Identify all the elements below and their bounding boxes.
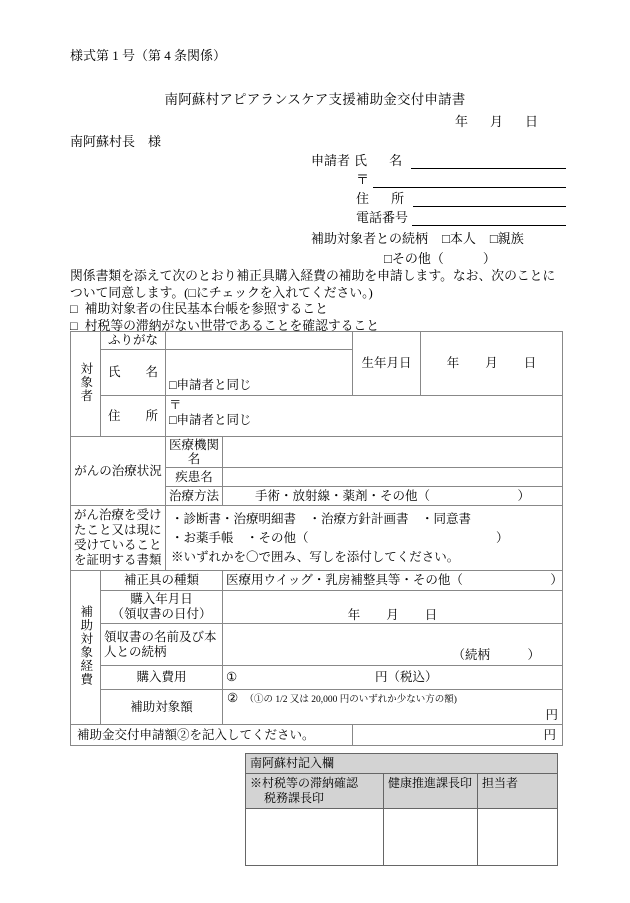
table-row-purchase-cost bbox=[71, 666, 563, 690]
subsidy-amount-marker: ② bbox=[227, 691, 239, 705]
table-row-subsidy-amount bbox=[71, 690, 563, 725]
applicant-phone-row bbox=[311, 207, 566, 226]
table-row-purchase-date bbox=[71, 591, 563, 624]
purchase-date-day-label: 日 bbox=[424, 608, 438, 622]
office-col3-stamp-area[interactable] bbox=[478, 809, 558, 866]
relation-family-checkbox[interactable]: □親族 bbox=[489, 231, 524, 246]
subsidy-amount-note: （①の 1/2 又は 20,000 円のいずれか少ない方の額) bbox=[244, 695, 457, 705]
application-amount-label: 補助金交付申請額②を記入してください。 bbox=[71, 725, 353, 746]
applicant-phone-label: 電話番号 bbox=[356, 210, 409, 225]
purchase-date-month-label: 月 bbox=[386, 608, 399, 622]
table-row-furigana bbox=[71, 332, 563, 350]
office-table-title: 南阿蘇村記入欄 bbox=[246, 754, 558, 774]
purchase-date-label: 購入年月日 bbox=[130, 592, 193, 606]
consent-line-2: ついて同意します。(□にチェックを入れてください。) bbox=[70, 285, 373, 300]
birthdate-label: 生年月日 bbox=[353, 332, 421, 396]
office-col1-line-2: 税務課長印 bbox=[264, 791, 325, 805]
postal-mark-icon: 〒 bbox=[356, 172, 370, 187]
furigana-label: ふりがな bbox=[101, 332, 166, 350]
purchase-cost-label: 購入費用 bbox=[101, 666, 223, 690]
subject-address-input[interactable] bbox=[166, 396, 563, 437]
office-col2-stamp-area[interactable] bbox=[384, 809, 478, 866]
office-col2-header: 健康推進課長印 bbox=[384, 774, 478, 809]
consent-item-2-label: 村税等の滞納がない世帯であることを確認すること bbox=[84, 318, 380, 333]
applicant-address-row bbox=[311, 188, 566, 207]
address-same-as-applicant-checkbox[interactable]: □申請者と同じ bbox=[169, 413, 252, 427]
proof-docs-note: ※いずれかを〇で囲み、写しを添付してください。 bbox=[171, 549, 460, 564]
consent-paragraph bbox=[70, 268, 565, 334]
name-same-as-applicant-checkbox[interactable]: □申請者と同じ bbox=[169, 378, 252, 392]
application-amount-input[interactable] bbox=[353, 725, 563, 746]
device-type-label: 補正具の種類 bbox=[101, 571, 223, 591]
applicant-address-label: 住 所 bbox=[356, 191, 409, 206]
application-main-table bbox=[70, 331, 563, 746]
birthdate-month-label: 月 bbox=[485, 356, 498, 370]
date-day-label: 日 bbox=[525, 114, 539, 129]
office-col1-stamp-area[interactable] bbox=[246, 809, 384, 866]
disease-label: 疾患名 bbox=[166, 468, 223, 487]
subject-name-label: 氏 名 bbox=[101, 350, 166, 396]
office-table-title-row bbox=[246, 754, 558, 774]
consent-item-1-label: 補助対象者の住民基本台帳を参照すること bbox=[84, 302, 328, 316]
relation-other-checkbox[interactable]: □その他（ ） bbox=[384, 251, 496, 266]
subsidy-amount-unit: 円 bbox=[545, 708, 558, 722]
applicant-postal-row bbox=[311, 169, 566, 188]
table-row-medical-institution bbox=[71, 437, 563, 468]
subsidy-amount-label: 補助対象額 bbox=[101, 690, 223, 725]
birthdate-input[interactable] bbox=[421, 332, 563, 396]
purchase-date-label-cell bbox=[101, 591, 223, 624]
relation-row bbox=[311, 228, 566, 247]
office-use-table bbox=[245, 753, 558, 866]
office-table-stamp-row bbox=[246, 809, 558, 866]
receipt-name-input[interactable] bbox=[223, 624, 563, 666]
checkbox-icon[interactable]: □ bbox=[70, 318, 78, 333]
proof-docs-cell[interactable] bbox=[166, 506, 563, 571]
consent-line-1: 関係書類を添えて次のとおり補正具購入経費の補助を申請します。なお、次のことに bbox=[70, 269, 556, 283]
table-row-receipt-name bbox=[71, 624, 563, 666]
disease-input[interactable] bbox=[223, 468, 563, 487]
office-table-header-row bbox=[246, 774, 558, 809]
subject-vertical-label: 対象者 bbox=[78, 361, 93, 403]
submission-date-line bbox=[455, 111, 538, 130]
addressee: 南阿蘇村長 様 bbox=[70, 134, 162, 149]
date-month-label: 月 bbox=[490, 114, 504, 129]
applicant-postal-input[interactable] bbox=[373, 171, 566, 188]
date-year-label: 年 bbox=[455, 114, 469, 129]
furigana-input[interactable] bbox=[166, 332, 353, 350]
subject-address-label: 住 所 bbox=[101, 396, 166, 437]
applicant-address-input[interactable] bbox=[413, 190, 566, 207]
applicant-block bbox=[311, 150, 566, 267]
purchase-cost-input[interactable] bbox=[223, 666, 563, 690]
purchase-date-sub-label: （領収書の日付） bbox=[111, 607, 212, 621]
subject-name-input[interactable] bbox=[166, 350, 353, 396]
proof-docs-label: がん治療を受けたこと又は現に受けていることを証明する書類 bbox=[71, 506, 166, 571]
subject-vertical-label-cell bbox=[71, 332, 101, 437]
applicant-name-row bbox=[311, 150, 566, 169]
subsidy-amount-formula bbox=[227, 691, 558, 708]
application-amount-unit: 円 bbox=[543, 727, 556, 742]
birthdate-day-label: 日 bbox=[523, 356, 537, 370]
treatment-method-options[interactable]: 手術・放射線・薬剤・その他（ ） bbox=[223, 487, 563, 506]
purchase-date-year-label: 年 bbox=[347, 608, 361, 622]
office-col1-line-1: ※村税等の滞納確認 bbox=[250, 776, 359, 790]
postal-mark-icon: 〒 bbox=[169, 398, 182, 412]
form-number: 様式第 1 号（第 4 条関係） bbox=[70, 48, 227, 63]
checkbox-icon[interactable]: □ bbox=[70, 302, 78, 316]
document-title: 南阿蘇村アピアランスケア支援補助金交付申請書 bbox=[164, 92, 466, 107]
table-row-device-type bbox=[71, 571, 563, 591]
medical-institution-input[interactable] bbox=[223, 437, 563, 468]
proof-docs-line-2: ・お薬手帳 ・その他（ ） bbox=[171, 530, 509, 545]
applicant-section-label: 申請者 bbox=[311, 153, 351, 168]
purchase-date-input[interactable] bbox=[223, 591, 563, 624]
receipt-relation-label: （続柄 ） bbox=[452, 648, 540, 662]
table-row-address bbox=[71, 396, 563, 437]
proof-docs-line-1: ・診断書・治療明細書 ・治療方針計画書 ・同意書 bbox=[171, 511, 472, 526]
applicant-phone-input[interactable] bbox=[412, 209, 566, 226]
applicant-name-input[interactable] bbox=[411, 152, 566, 169]
office-col3-header: 担当者 bbox=[478, 774, 558, 809]
medical-institution-label: 医療機関名 bbox=[166, 437, 223, 468]
expense-vertical-label: 補助対象経費 bbox=[78, 605, 93, 686]
cancer-status-label: がんの治療状況 bbox=[71, 437, 166, 506]
office-col1-header bbox=[246, 774, 384, 809]
treatment-method-label: 治療方法 bbox=[166, 487, 223, 506]
applicant-name-label: 氏 名 bbox=[354, 153, 407, 168]
relation-self-checkbox[interactable]: □本人 bbox=[442, 231, 476, 246]
table-row-application-amount bbox=[71, 725, 563, 746]
relation-label: 補助対象者との続柄 bbox=[311, 231, 429, 246]
purchase-cost-marker: ① bbox=[226, 670, 238, 684]
purchase-cost-unit: 円（税込） bbox=[374, 670, 438, 684]
receipt-name-label: 領収書の名前及び本人との続柄 bbox=[101, 624, 223, 666]
expense-vertical-label-cell bbox=[71, 571, 101, 725]
consent-item-1[interactable] bbox=[70, 301, 565, 318]
subsidy-amount-input[interactable] bbox=[223, 690, 563, 725]
table-row-proof-documents bbox=[71, 506, 563, 571]
device-type-options[interactable]: 医療用ウイッグ・乳房補整具等・その他（ ） bbox=[223, 571, 563, 591]
relation-other-row bbox=[311, 248, 566, 267]
birthdate-year-label: 年 bbox=[446, 356, 460, 370]
